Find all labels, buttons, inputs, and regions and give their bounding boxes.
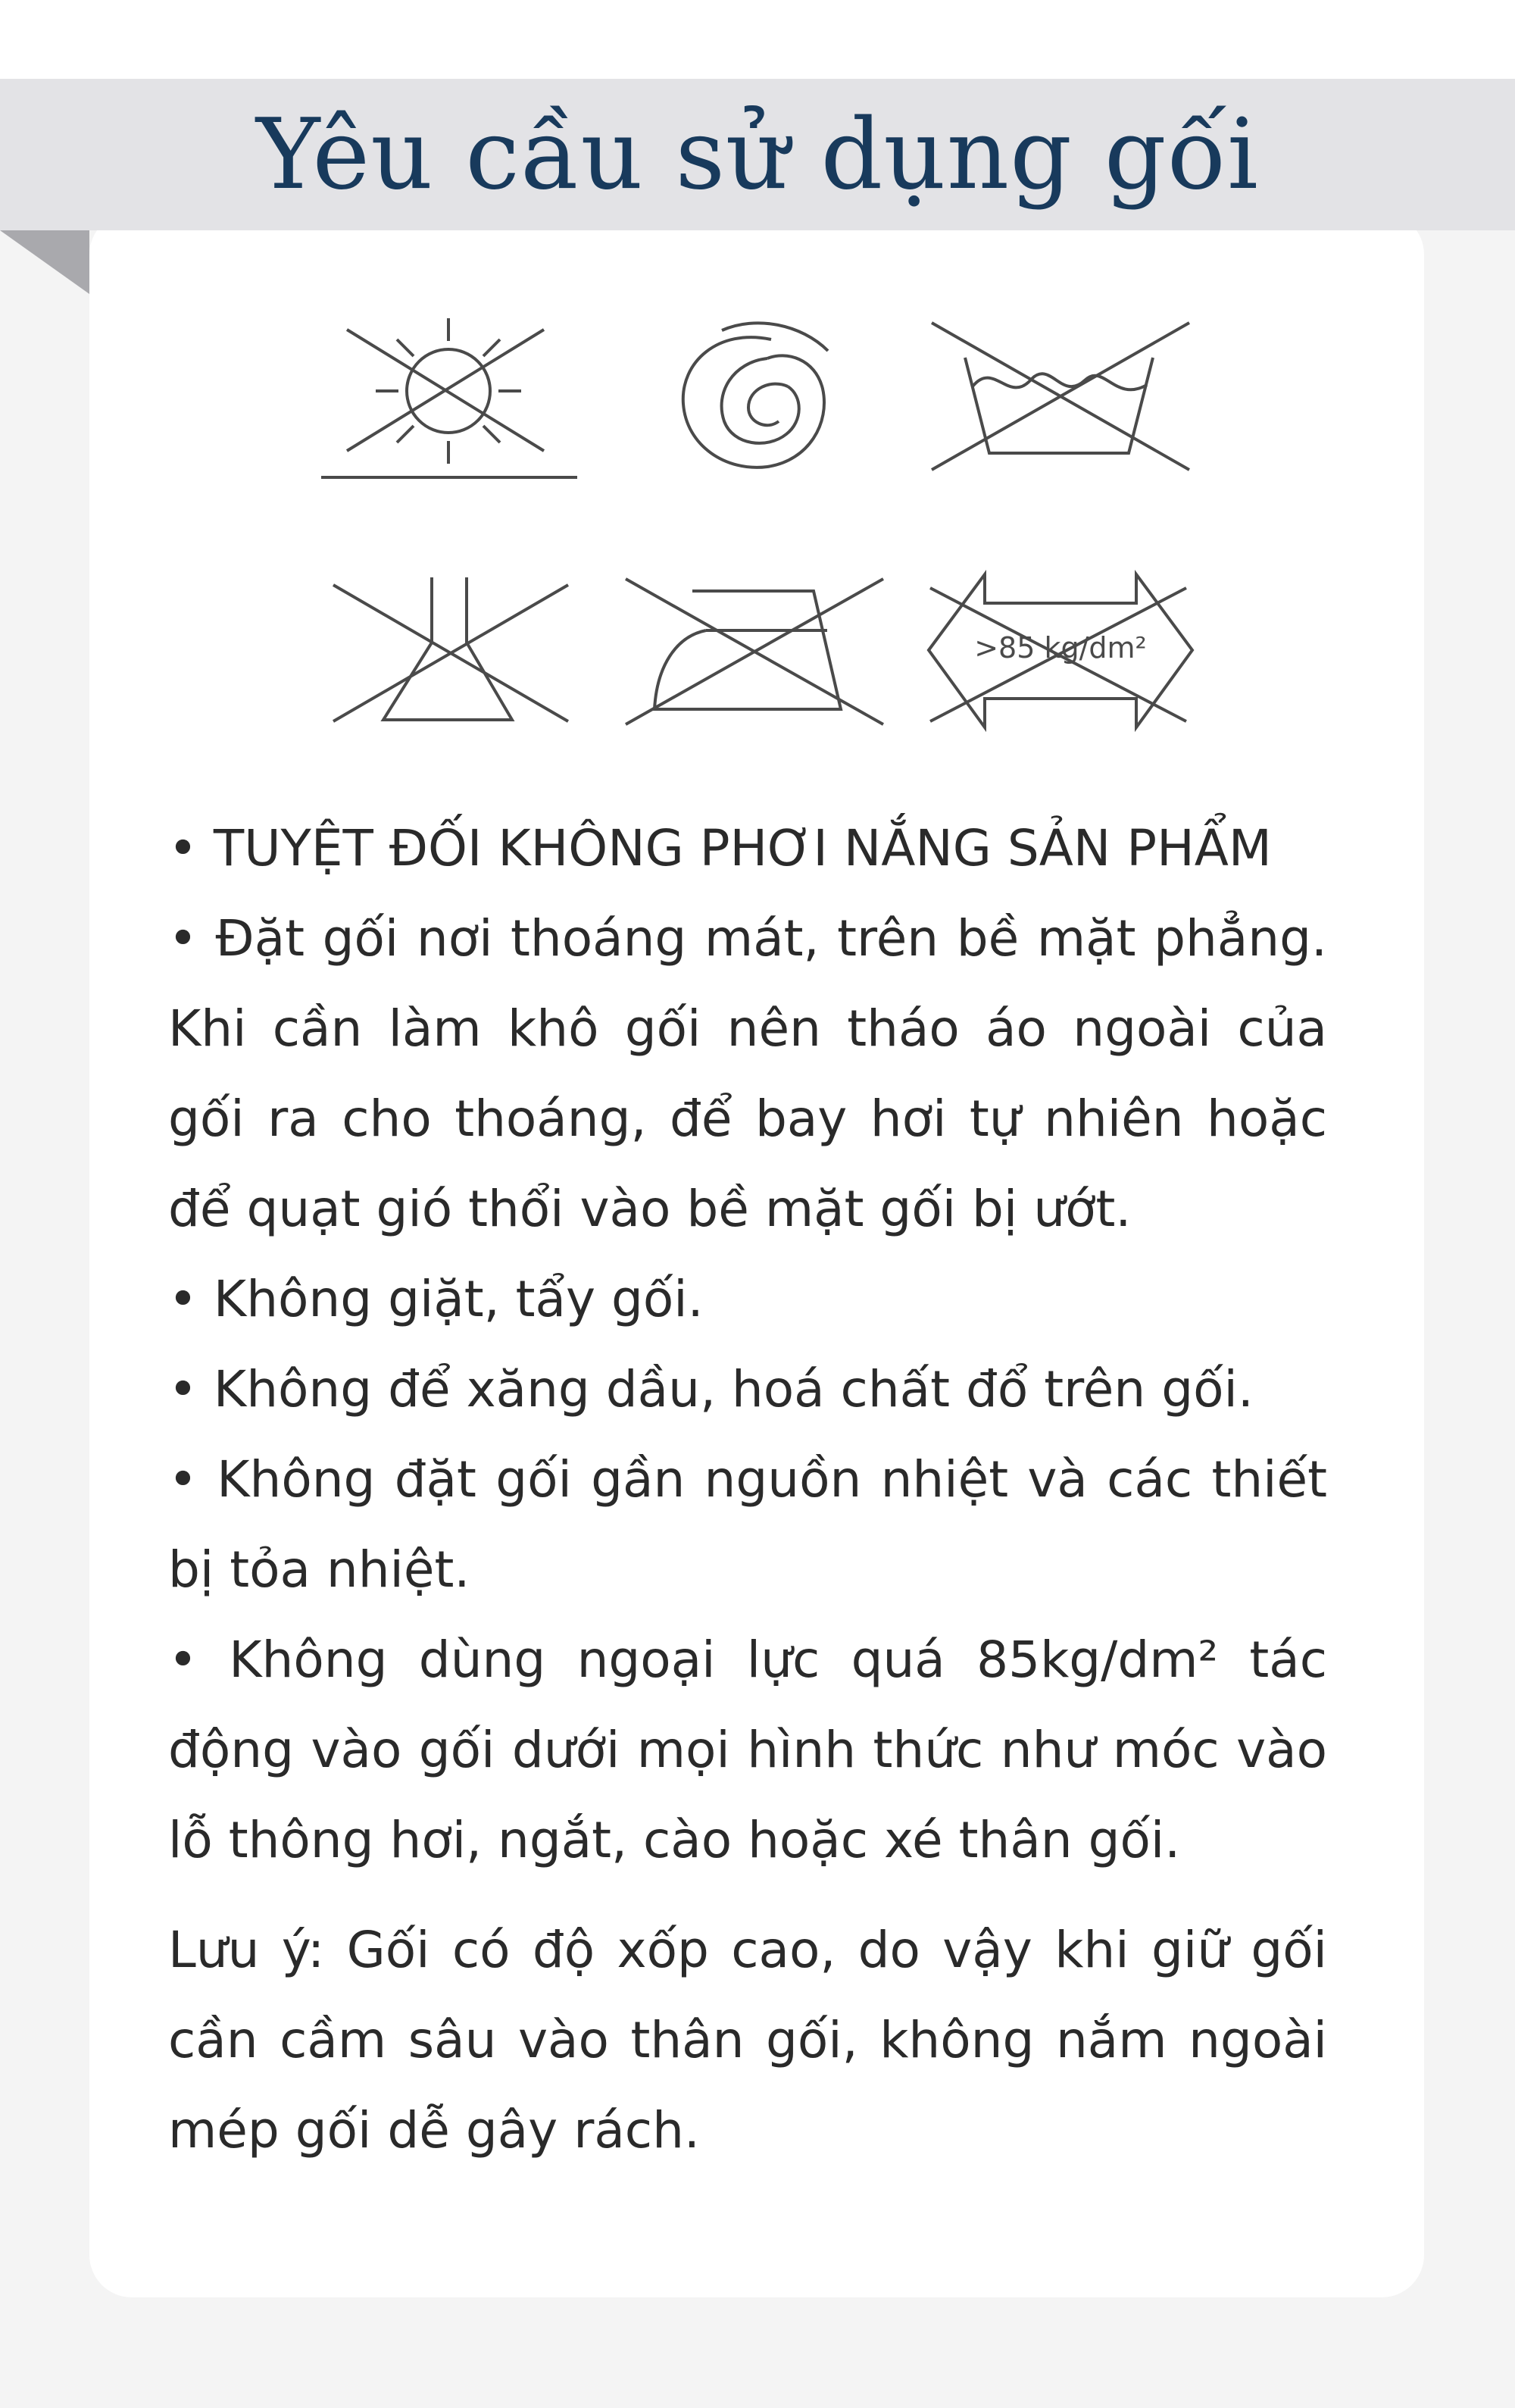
ribbon-fold — [0, 230, 89, 294]
instruction-item: • Không dùng ngoại lực quá 85kg/dm² tác động vào gối dưới mọi hình thức như móc vào lỗ thông hơi, ngắt, cào hoặc xé thân gối. — [168, 1631, 1327, 1869]
title-band — [0, 79, 1515, 230]
top-margin — [0, 0, 1515, 79]
instructions-block — [168, 803, 1327, 2225]
max-pressure-icon — [924, 570, 1197, 732]
do-not-chemical-icon — [330, 576, 571, 724]
instruction-item: • TUYỆT ĐỐI KHÔNG PHƠI NẮNG SẢN PHẨM — [168, 819, 1272, 877]
instruction-item: • Không đặt gối gần nguồn nhiệt và các thiết bị tỏa nhiệt. — [168, 1450, 1327, 1599]
instruction-item: • Không giặt, tẩy gối. — [168, 1270, 704, 1328]
do-not-sun-dry-icon — [317, 318, 580, 482]
instruction-item: • Không để xăng dầu, hoá chất đổ trên gối. — [168, 1360, 1254, 1418]
spiral-icon — [673, 317, 839, 476]
instruction-item: • Đặt gối nơi thoáng mát, trên bề mặt phẳng. Khi cần làm khô gối nên tháo áo ngoài của gối ra cho thoáng, để bay hơi tự nhiên hoặc để quạt gió thổi vào bề mặt gối bị ướt. — [168, 909, 1327, 1238]
do-not-wash-icon — [926, 318, 1192, 473]
page-title: Yêu cầu sử dụng gối — [256, 98, 1259, 211]
note-text: Lưu ý: Gối có độ xốp cao, do vậy khi giữ gối cần cầm sâu vào thân gối, không nắm ngoài mép gối dễ gây rách. — [168, 1921, 1327, 2159]
max-pressure-label: >85 kg/dm² — [974, 631, 1147, 665]
do-not-iron-icon — [623, 576, 886, 727]
